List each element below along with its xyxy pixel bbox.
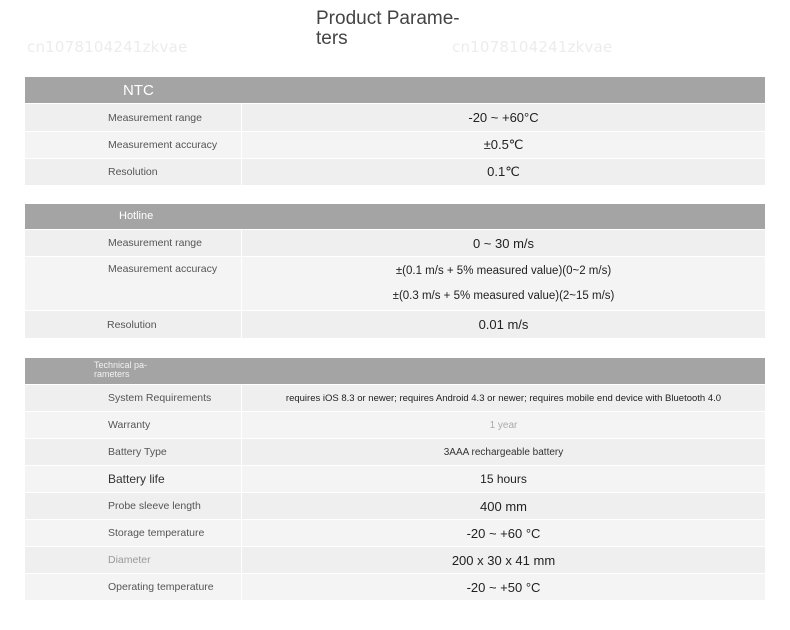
row-label: Storage temperature [25,520,242,546]
row-label: Measurement accuracy [25,257,242,310]
row-value: -20 ~ +50 °C [466,579,541,595]
row-value: 3AAA rechargeable battery [443,446,564,458]
ntc-header-label: NTC [123,82,154,99]
row-label: System Requirements [25,385,242,411]
row-value: 1 year [489,419,518,431]
table-row [25,546,765,573]
hotline-section [25,204,765,338]
table-row [25,438,765,465]
row-value: 200 x 30 x 41 mm [451,552,556,568]
row-value: ±0.5℃ [483,137,524,152]
row-label: Warranty [25,412,242,438]
technical-section [25,358,765,600]
row-label: Battery life [25,466,242,492]
table-row [25,103,765,131]
row-value: -20 ~ +60 °C [466,525,541,541]
table-row [25,310,765,338]
row-value: 0.1℃ [487,164,520,179]
table-row [25,131,765,158]
table-row [25,256,765,310]
row-label: Battery Type [25,439,242,465]
page-title: Product Parame- ters [316,8,460,49]
row-label: Diameter [25,547,242,573]
row-value: -20 ~ +60°C [468,110,539,125]
row-label: Measurement range [25,230,242,256]
table-row [25,384,765,411]
ntc-header [25,77,765,103]
table-row [25,158,765,185]
table-row [25,492,765,519]
technical-header-label: Technical pa- rameters [94,360,148,379]
row-value-group [242,257,765,310]
row-value: 0 ~ 30 m/s [472,235,535,251]
technical-header [25,358,765,384]
hotline-header [25,204,765,229]
row-label: Measurement accuracy [25,132,242,158]
table-row [25,411,765,438]
row-value: 400 mm [480,498,527,514]
row-value-line: ±(0.1 m/s + 5% measured value)(0~2 m/s) [395,265,612,278]
table-row [25,229,765,256]
row-label: Measurement range [25,104,242,131]
row-value-line: ±(0.3 m/s + 5% measured value)(2~15 m/s) [392,289,615,302]
row-value: 15 hours [480,472,527,486]
watermark-right: cn1078104241zkvae [452,38,613,56]
table-row [25,465,765,492]
table-row [25,519,765,546]
ntc-section [25,77,765,185]
row-label: Resolution [25,159,242,185]
row-label: Operating temperature [25,574,242,600]
hotline-header-label: Hotline [119,210,154,222]
watermark-left: cn1078104241zkvae [27,38,188,56]
row-value: requires iOS 8.3 or newer; requires Android 4.3 or newer; requires mobile end device with Bluetooth 4.0 [285,392,722,404]
row-label: Probe sleeve length [25,493,242,519]
row-label: Resolution [25,311,242,338]
row-value: 0.01 m/s [478,317,529,332]
table-row [25,573,765,600]
